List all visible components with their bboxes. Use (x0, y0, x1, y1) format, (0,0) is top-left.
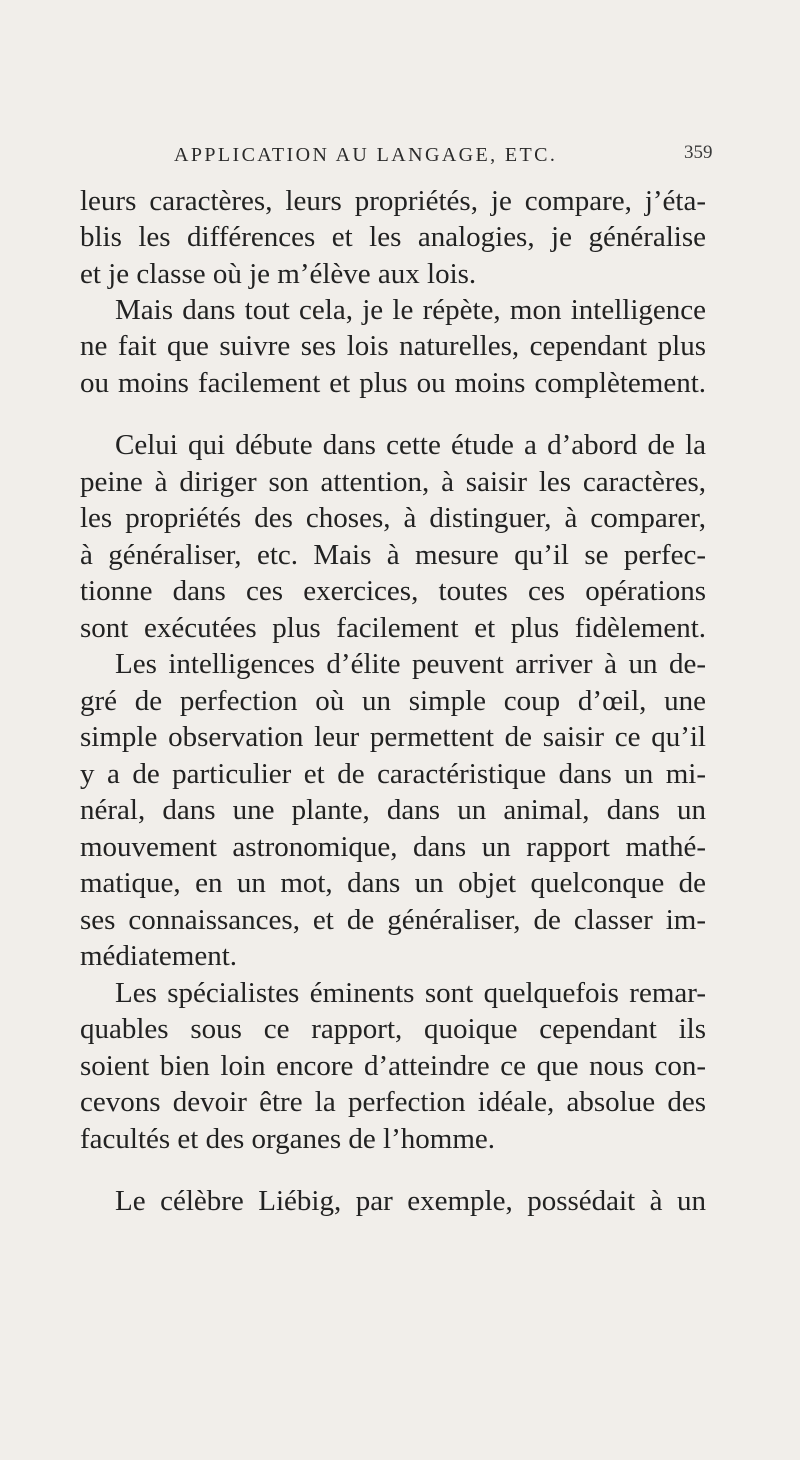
text-line: ou moins facilement et plus ou moins complètement. (80, 367, 706, 399)
text-line: néral, dans une plante, dans un animal, dans un (80, 794, 706, 826)
text-line: Les intelligences d’élite peuvent arriver à un de- (115, 648, 706, 680)
running-head: APPLICATION AU LANGAGE, ETC. (174, 144, 558, 166)
text-line: et je classe où je m’élève aux lois. (80, 258, 477, 290)
text-line: Le célèbre Liébig, par exemple, possédait à un (115, 1185, 706, 1217)
text-line: matique, en un mot, dans un objet quelconque de (80, 867, 706, 899)
text-line: soient bien loin encore d’atteindre ce que nous con- (80, 1050, 706, 1082)
text-line: médiatement. (80, 940, 238, 972)
text-line: Celui qui débute dans cette étude a d’abord de la (115, 429, 706, 461)
text-line: gré de perfection où un simple coup d’œil, une (80, 685, 706, 717)
text-line: sont exécutées plus facilement et plus fidèlement. (80, 612, 706, 644)
text-line: mouvement astronomique, dans un rapport mathé- (80, 831, 706, 863)
page-number: 359 (684, 142, 713, 163)
text-line: y a de particulier et de caractéristique dans un mi- (80, 758, 706, 790)
text-line: ne fait que suivre ses lois naturelles, cependant plus (80, 330, 706, 362)
text-line: quables sous ce rapport, quoique cependant ils (80, 1013, 706, 1045)
text-line: les propriétés des choses, à distinguer, à comparer, (80, 502, 706, 534)
text-line: simple observation leur permettent de saisir ce qu’il (80, 721, 706, 753)
text-line: facultés et des organes de l’homme. (80, 1123, 495, 1155)
text-line: tionne dans ces exercices, toutes ces opérations (80, 575, 706, 607)
text-line: cevons devoir être la perfection idéale, absolue des (80, 1086, 706, 1118)
text-line: leurs caractères, leurs propriétés, je compare, j’éta- (80, 185, 706, 217)
text-line: peine à diriger son attention, à saisir les caractères, (80, 466, 706, 498)
text-line: à généraliser, etc. Mais à mesure qu’il se perfec- (80, 539, 706, 571)
text-line: Les spécialistes éminents sont quelquefois remar- (115, 977, 706, 1009)
text-line: Mais dans tout cela, je le répète, mon intelligence (115, 294, 706, 326)
text-line: ses connaissances, et de généraliser, de classer im- (80, 904, 706, 936)
text-line: blis les différences et les analogies, je généralise (80, 221, 706, 253)
